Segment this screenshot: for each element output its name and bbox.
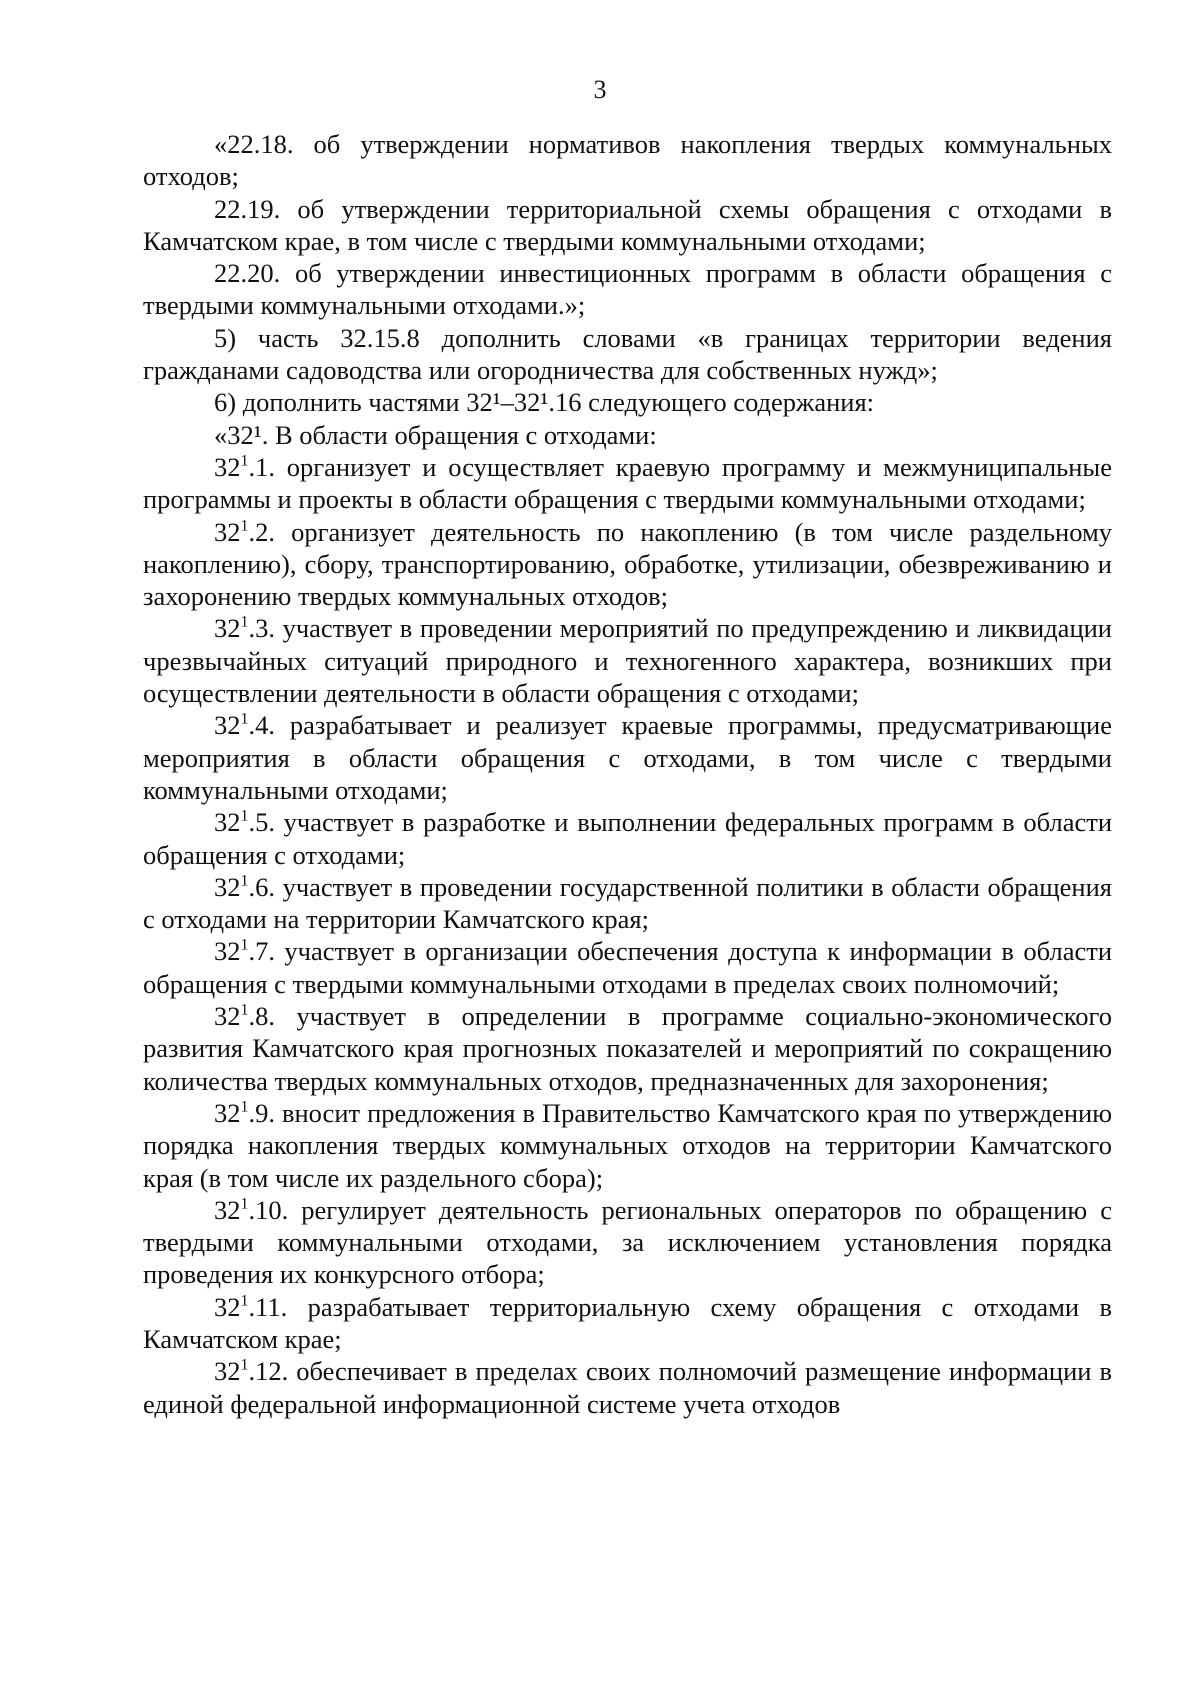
paragraph: «22.18. об утверждении нормативов накопления твердых коммунальных отходов; — [143, 129, 1112, 192]
clause-paragraph: $32^1.10$. регулирует деятельность региональных операторов по обращению с твердыми коммунальными отходами, за исключением установления порядка проведения их конкурсного отбора; — [143, 1194, 1112, 1290]
clause-paragraph: $32^1.3$. участвует в проведении мероприятий по предупреждению и ликвидации чрезвычайных ситуаций природного и техногенного характера, возникших при осуществлении деятельности в области обращения с отходами; — [143, 613, 1112, 709]
clause-paragraph: $32^1.11$. разрабатывает территориальную схему обращения с отходами в Камчатском крае; — [143, 1291, 1112, 1354]
document-body — [143, 128, 1112, 1420]
clause-number: $32^1.9$. — [214, 1097, 275, 1128]
clause-number: $32^1.11$. — [214, 1291, 288, 1322]
clause-paragraph: $32^1.6$. участвует в проведении государственной политики в области обращения с отходами на территории Камчатского края; — [143, 871, 1112, 935]
clause-number: $32^1.7$. — [214, 936, 275, 967]
clause-number: $32^1.2$. — [214, 516, 275, 547]
clause-paragraph: $32^1.7$. участвует в организации обеспечения доступа к информации в области обращения с твердыми коммунальными отходами в пределах своих полномочий; — [143, 936, 1112, 999]
clause-number: $32^1.1$. — [214, 451, 275, 482]
clause-paragraph: $32^1.5$. участвует в разработке и выполнении федеральных программ в области обращения с отходами; — [143, 807, 1112, 870]
clause-paragraph: $32^1.4$. разрабатывает и реализует краевые программы, предусматривающие мероприятия в области обращения с отходами, в том числе с твердыми коммунальными отходами; — [143, 710, 1112, 805]
clause-paragraph: $32^1.1$. организует и осуществляет краевую программу и межмуниципальные программы и проекты в области обращения с твердыми коммунальными отходами; — [143, 451, 1112, 515]
clause-number: $32^1.4$. — [214, 710, 275, 741]
clause-paragraph: $32^1.8$. участвует в определении в программе социально-экономического развития Камчатского края прогнозных показателей и мероприятий по сокращению количества твердых коммунальных отходов, предназначенных для захоронения; — [143, 1001, 1112, 1096]
clause-number: $32^1.8$. — [214, 1001, 275, 1032]
clause-number: $32^1.6$. — [214, 871, 275, 902]
clause-number: $32^1.3$. — [214, 613, 275, 644]
clause-number: $32^1.12$. — [214, 1356, 289, 1387]
paragraph: 6) дополнить частями 32¹–32¹.16 следующего содержания: — [214, 387, 875, 418]
clause-number: $32^1.5$. — [214, 807, 275, 838]
clause-paragraph: $32^1.9$. вносит предложения в Правительство Камчатского края по утверждению порядка накопления твердых коммунальных отходов на территории Камчатского края (в том числе их раздельного сбора); — [143, 1097, 1112, 1193]
clause-paragraph: $32^1.2$. организует деятельность по накоплению (в том числе раздельному накоплению), сбору, транспортированию, обработке, утилизации, обезвреживанию и захоронению твердых коммунальных отходов; — [143, 516, 1112, 612]
clause-paragraph: $32^1.12$. обеспечивает в пределах своих полномочий размещение информации в единой федеральной информационной системе учета отходов — [143, 1356, 1112, 1419]
clause-number: $32^1.10$. — [214, 1194, 289, 1225]
paragraph: 22.20. об утверждении инвестиционных программ в области обращения с твердыми коммунальными отходами.»; — [143, 258, 1112, 321]
paragraph: 5) часть 32.15.8 дополнить словами «в границах территории ведения гражданами садоводства или огородничества для собственных нужд»; — [143, 322, 1112, 386]
page-number: 3 — [593, 75, 607, 104]
paragraph: «32¹. В области обращения с отходами: — [214, 419, 657, 450]
paragraph: 22.19. об утверждении территориальной схемы обращения с отходами в Камчатском крае, в том числе с твердыми коммунальными отходами; — [143, 193, 1112, 256]
